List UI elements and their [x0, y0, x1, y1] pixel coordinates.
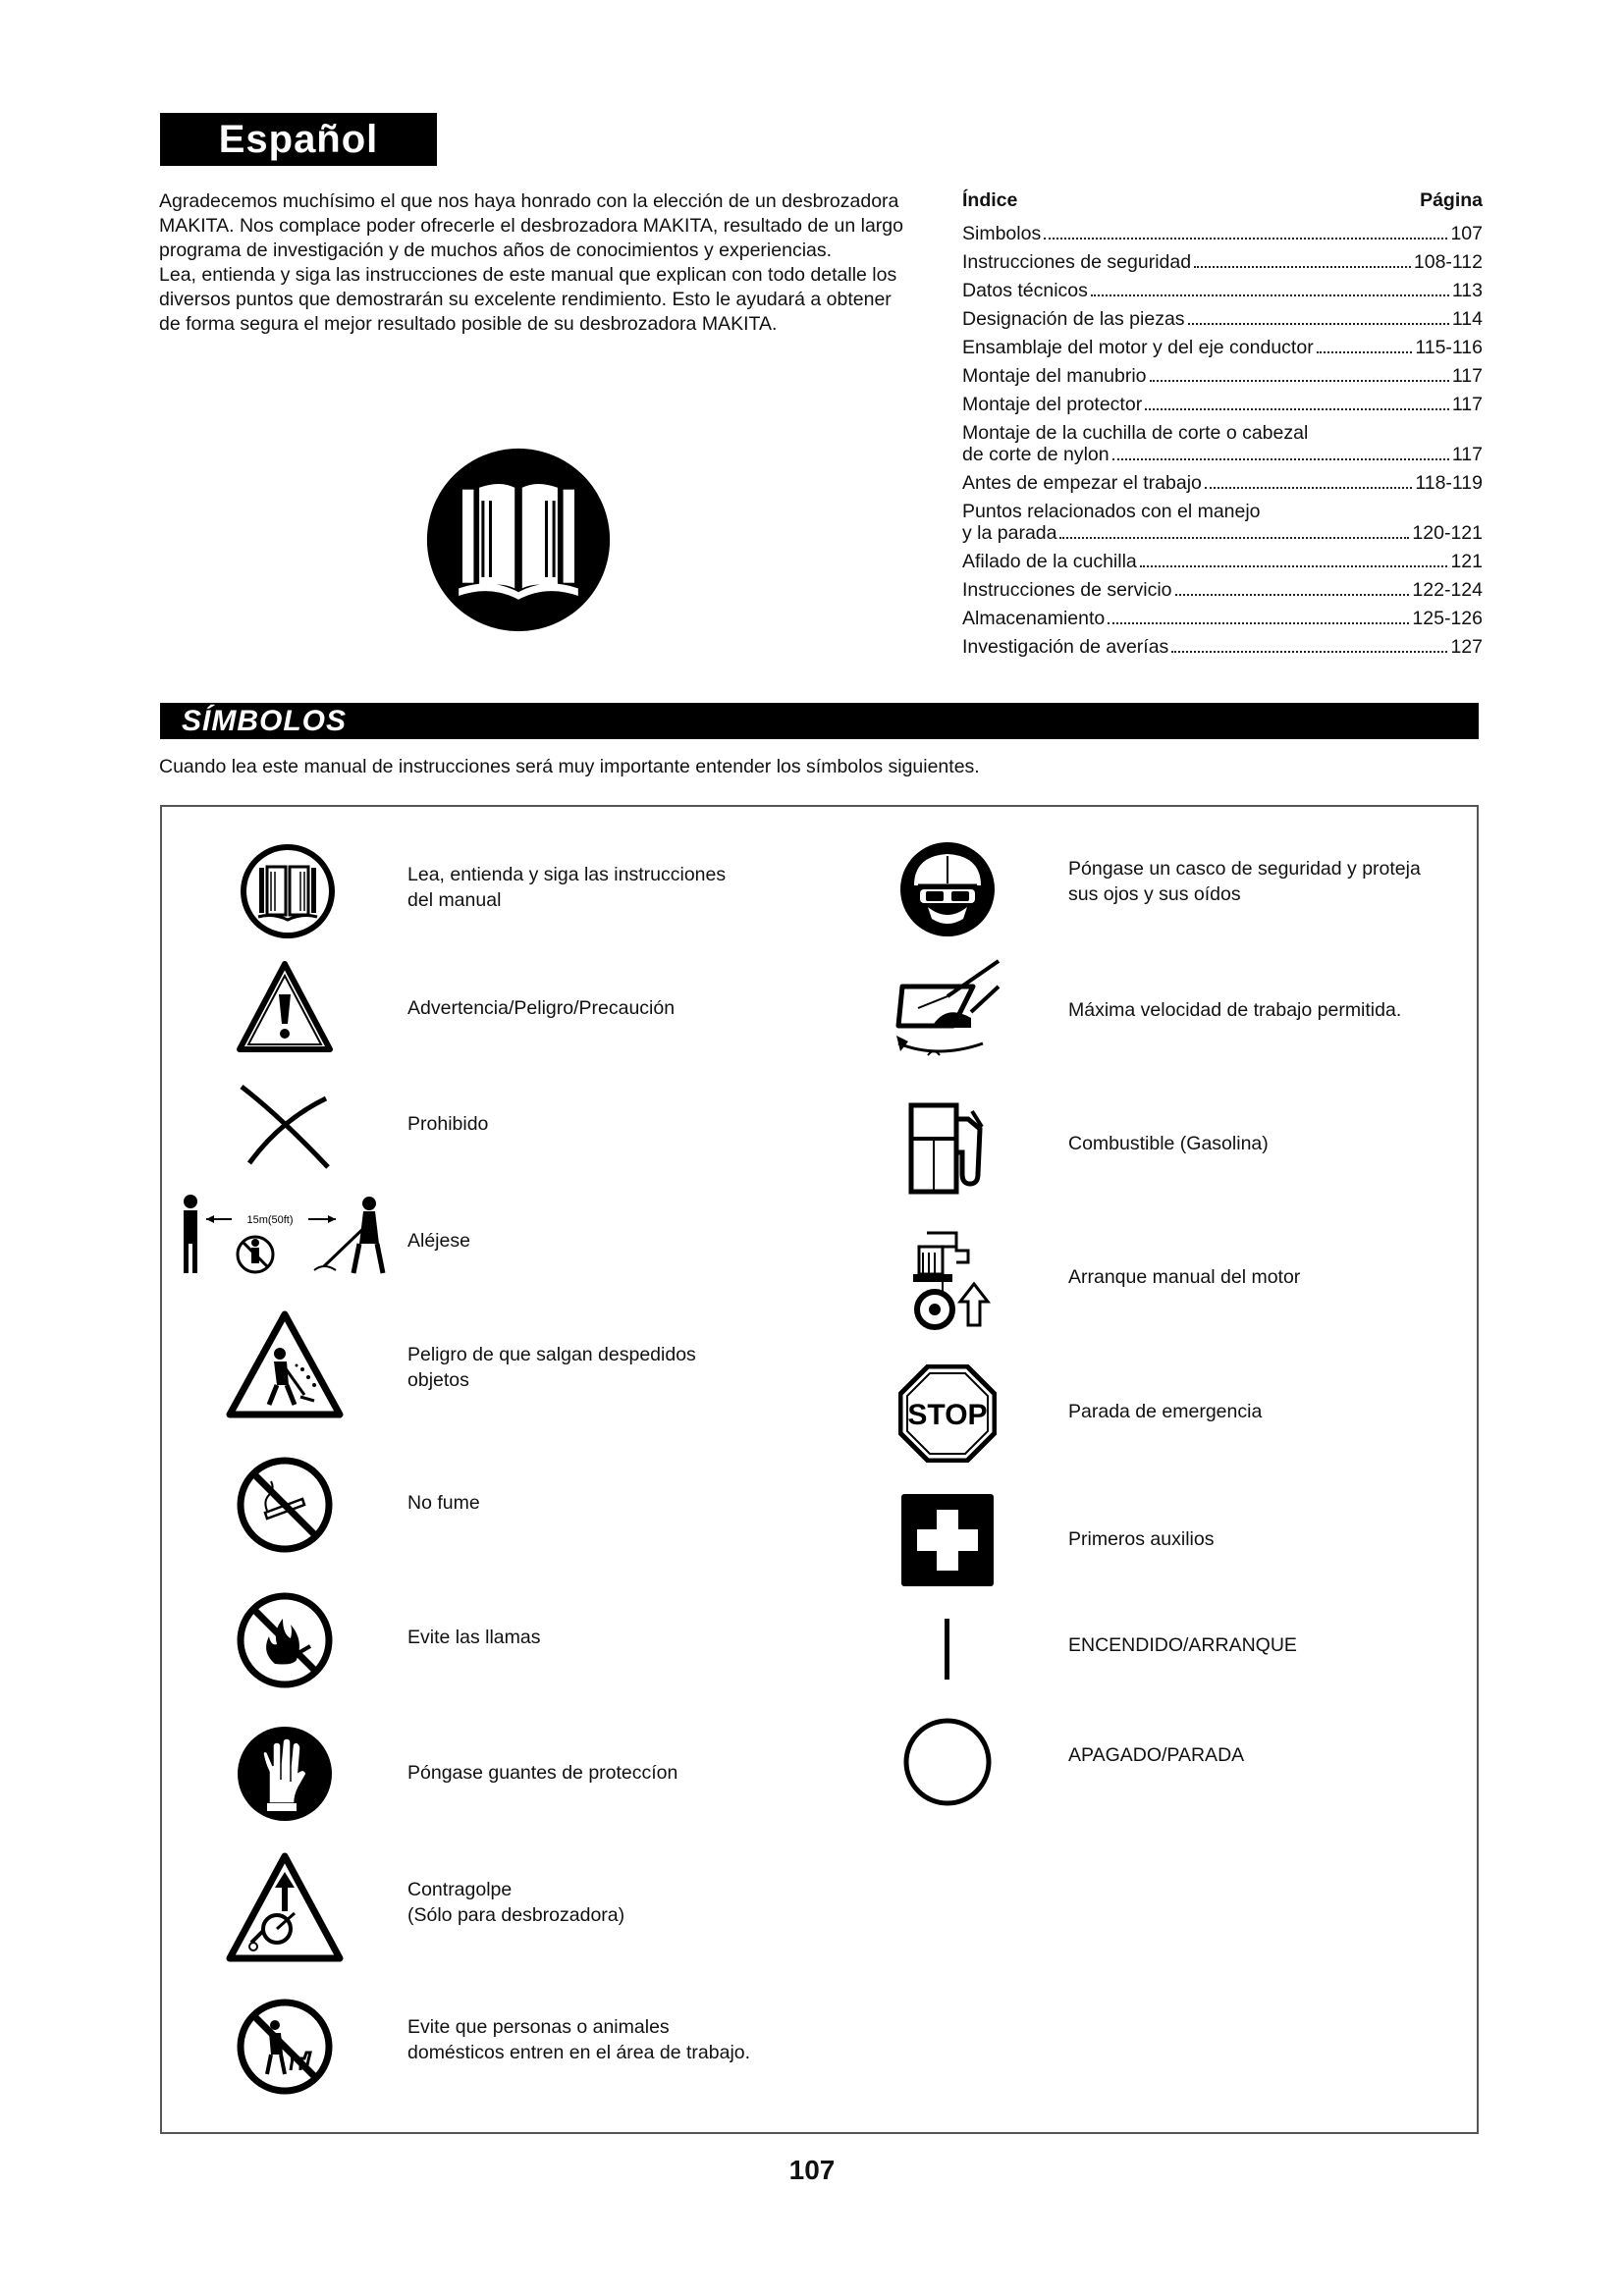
- symbol-label-line2: domésticos entren en el área de trabajo.: [407, 2042, 751, 2063]
- off-stop-icon: [898, 1713, 997, 1811]
- toc-item: [962, 551, 1483, 572]
- toc-page: 114: [1451, 308, 1483, 330]
- symbol-label: [1068, 1742, 1244, 1768]
- toc-item: [962, 394, 1483, 415]
- toc-item: [962, 608, 1483, 629]
- manual-start-icon: [903, 1227, 1001, 1335]
- symbol-label-line1: Póngase un casco de seguridad y proteja: [1068, 858, 1421, 880]
- toc-item: [962, 579, 1483, 601]
- symbol-label: [1068, 1399, 1262, 1424]
- toc-item: [962, 636, 1483, 658]
- symbol-label-line2: objetos: [407, 1369, 469, 1391]
- prohibited-x-icon: [236, 1077, 334, 1175]
- index-title: Índice: [962, 189, 1018, 211]
- symbol-label-line1: No fume: [407, 1492, 480, 1514]
- symbol-label: [1068, 1632, 1297, 1658]
- toc-page: 117: [1451, 444, 1483, 465]
- symbols-section-description: Cuando lea este manual de instrucciones será muy importante entender los símbolos siguientes.: [159, 756, 980, 777]
- symbol-label-line1: Peligro de que salgan despedidos: [407, 1344, 696, 1365]
- toc-label-first-line: Puntos relacionados con el manejo: [962, 501, 1261, 522]
- toc-page: 122-124: [1412, 579, 1483, 601]
- toc-label: Afilado de la cuchilla: [962, 551, 1137, 572]
- toc-page: 118-119: [1415, 472, 1483, 494]
- toc-item: [962, 280, 1483, 301]
- symbol-label-line1: Combustible (Gasolina): [1068, 1133, 1269, 1154]
- symbol-label-line1: Contragolpe: [407, 1879, 513, 1900]
- first-aid-icon: [901, 1494, 994, 1586]
- symbol-label: [407, 1342, 696, 1393]
- toc-label: Montaje del protector: [962, 394, 1143, 415]
- stop-sign-text: STOP: [907, 1399, 988, 1431]
- toc-item: [962, 308, 1483, 330]
- symbol-label-line1: APAGADO/PARADA: [1068, 1744, 1245, 1766]
- stop-sign-icon: [898, 1364, 997, 1463]
- toc-page: 121: [1450, 551, 1483, 572]
- toc-page: 120-121: [1412, 522, 1483, 544]
- toc-label: Instrucciones de servicio: [962, 579, 1172, 601]
- no-people-animals-icon: [236, 1998, 334, 2096]
- on-start-icon: [898, 1615, 997, 1683]
- symbol-label-line1: Evite que personas o animales: [407, 2016, 670, 2038]
- symbol-label-line1: Advertencia/Peligro/Precaución: [407, 997, 676, 1019]
- helmet-icon: [898, 840, 997, 938]
- toc-page: 125-126: [1412, 608, 1483, 629]
- toc-page: 107: [1450, 223, 1483, 244]
- index-page-header: Página: [1420, 189, 1483, 211]
- toc-label: Designación de las piezas: [962, 308, 1185, 330]
- symbol-label: [407, 862, 726, 913]
- symbol-label-line2: del manual: [407, 889, 502, 911]
- intro-text: [159, 189, 905, 337]
- toc-item: [962, 472, 1483, 494]
- symbol-label: [407, 995, 675, 1021]
- symbol-label: [407, 1228, 470, 1254]
- symbol-label-line1: ENCENDIDO/ARRANQUE: [1068, 1634, 1297, 1656]
- book-icon: [239, 842, 337, 940]
- symbol-label-line1: Primeros auxilios: [1068, 1528, 1215, 1550]
- symbol-label-line1: Parada de emergencia: [1068, 1401, 1263, 1422]
- toc-label: Ensamblaje del motor y del eje conductor: [962, 337, 1314, 358]
- toc-label-first-line: Montaje de la cuchilla de corte o cabezal: [962, 422, 1309, 444]
- page-number: 107: [788, 2155, 836, 2185]
- toc-label: Instrucciones de seguridad: [962, 251, 1192, 273]
- symbol-label-line2: sus ojos y sus oídos: [1068, 883, 1241, 905]
- gloves-icon: [236, 1725, 334, 1823]
- toc-label: Antes de empezar el trabajo: [962, 472, 1202, 494]
- toc-item: [962, 251, 1483, 273]
- toc-label: Investigación de averías: [962, 636, 1169, 658]
- toc-label: de corte de nylon: [962, 444, 1110, 465]
- intro-paragraph-2: Lea, entienda y siga las instrucciones de este manual que explican con todo detalle los diversos puntos que demostrarán su excelente rendimiento. Esto le ayudará a obtener de forma segura el mejor resultado posible de su desbrozadora MAKITA.: [159, 264, 897, 335]
- symbol-label-line1: Lea, entienda y siga las instrucciones: [407, 864, 727, 885]
- symbol-label: [1068, 997, 1401, 1023]
- toc-label: y la parada: [962, 522, 1057, 544]
- kickback-icon: [226, 1852, 344, 1964]
- symbols-section-heading: SÍMBOLOS: [160, 703, 1479, 739]
- symbol-label-line1: Arranque manual del motor: [1068, 1266, 1301, 1288]
- toc-page: 127: [1450, 636, 1483, 658]
- toc-label: Simbolos: [962, 223, 1042, 244]
- symbol-label-line1: Evite las llamas: [407, 1627, 541, 1648]
- symbol-label-line1: Prohibido: [407, 1113, 489, 1135]
- symbol-label-line1: Aléjese: [407, 1230, 470, 1252]
- symbol-label-line1: Póngase guantes de proteccíon: [407, 1762, 678, 1784]
- book-large-icon: [425, 447, 612, 633]
- fuel-pump-icon: [903, 1099, 1001, 1198]
- toc-page: 117: [1451, 394, 1483, 415]
- warning-triangle-icon: [236, 959, 334, 1057]
- toc-item: [962, 223, 1483, 244]
- symbol-label: [407, 1490, 480, 1516]
- toc-item: [962, 501, 1483, 544]
- toc-page: 108-112: [1413, 251, 1483, 273]
- flying-objects-icon: [226, 1310, 344, 1420]
- symbol-label: [1068, 1264, 1300, 1290]
- symbol-label-line2: (Sólo para desbrozadora): [407, 1904, 625, 1926]
- symbol-label: [1068, 1131, 1269, 1156]
- no-smoking-icon: [236, 1456, 334, 1554]
- symbol-label: [1068, 856, 1421, 907]
- toc-label: Almacenamiento: [962, 608, 1106, 629]
- toc-label: Montaje del manubrio: [962, 365, 1147, 387]
- toc-item: [962, 422, 1483, 465]
- max-speed-icon: [889, 957, 1006, 1065]
- no-flames-icon: [236, 1591, 334, 1689]
- symbol-label-line1: Máxima velocidad de trabajo permitida.: [1068, 999, 1402, 1021]
- symbol-label: [407, 1760, 677, 1786]
- distance-label: 15m(50ft): [246, 1214, 294, 1226]
- symbol-label: [407, 1877, 624, 1928]
- table-of-contents: [962, 189, 1483, 665]
- symbol-label: [407, 2014, 750, 2065]
- toc-label: Datos técnicos: [962, 280, 1088, 301]
- language-heading: Español: [160, 113, 437, 166]
- intro-paragraph-1: Agradecemos muchísimo el que nos haya honrado con la elección de un desbrozadora MAKITA. Nos complace poder ofrecerle el desbrozadora MAKITA, resultado de un largo programa de investigación y de muchos años de conocimientos y experiencias.: [159, 190, 903, 261]
- symbol-label: [407, 1625, 540, 1650]
- toc-page: 113: [1451, 280, 1483, 301]
- symbol-label: [407, 1111, 488, 1137]
- toc-page: 117: [1451, 365, 1483, 387]
- symbol-label: [1068, 1526, 1214, 1552]
- toc-page: 115-116: [1415, 337, 1483, 358]
- toc-item: [962, 337, 1483, 358]
- toc-item: [962, 365, 1483, 387]
- keep-distance-icon: [177, 1190, 397, 1284]
